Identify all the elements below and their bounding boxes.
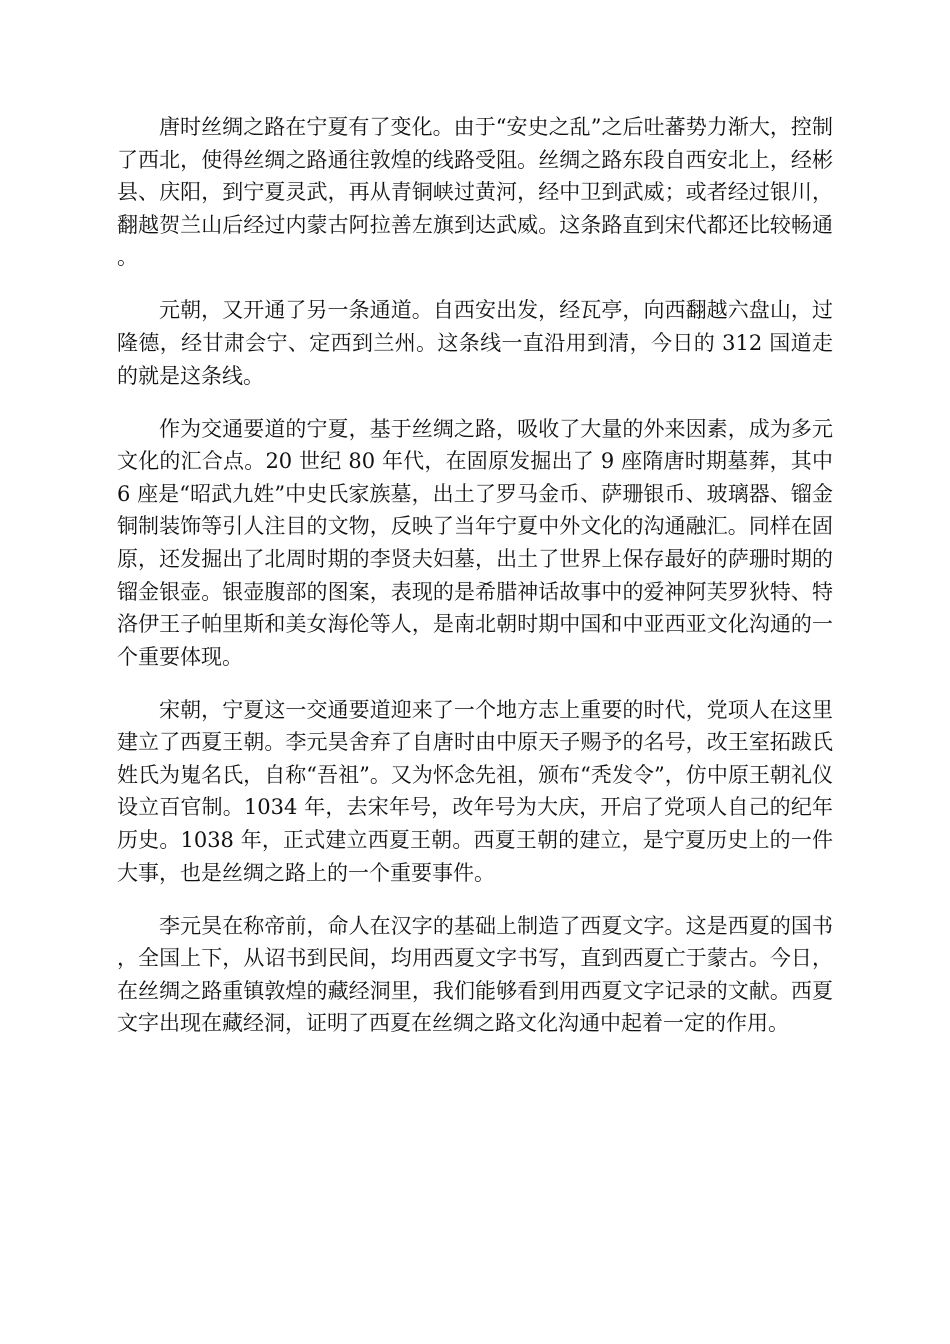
paragraph-song-western-xia: 宋朝，宁夏这一交通要道迎来了一个地方志上重要的时代，党项人在这里建立了西夏王朝。李元昊舍弃了自唐时由中原天子赐予的名号，改王室拓跋氏姓氏为嵬名氏，自称“吾祖”。又为怀念先祖，颁布“秃发令”，仿中原王朝礼仪设立百官制。1034 年，去宋年号，改年号为大庆，开启了党项人自己的纪年历史。1038 年，正式建立西夏王朝。西夏王朝的建立，是宁夏历史上的一件大事，也是丝绸之路上的一个重要事件。: [117, 697, 833, 885]
document-body: [117, 111, 833, 1040]
paragraph-tang-silk-road: 唐时丝绸之路在宁夏有了变化。由于“安史之乱”之后吐蕃势力渐大，控制了西北，使得丝绸之路通往敦煌的线路受阻。丝绸之路东段自西安北上，经彬县、庆阳，到宁夏灵武，再从青铜峡过黄河，经中卫到武威；或者经过银川，翻越贺兰山后经过内蒙古阿拉善左旗到达武威。这条路直到宋代都还比较畅通。: [117, 115, 833, 270]
paragraph-western-xia-script: 李元昊在称帝前，命人在汉字的基础上制造了西夏文字。这是西夏的国书，全国上下，从诏书到民间，均用西夏文字书写，直到西夏亡于蒙古。今日，在丝绸之路重镇敦煌的藏经洞里，我们能够看到用西夏文字记录的文献。西夏文字出现在藏经洞，证明了西夏在丝绸之路文化沟通中起着一定的作用。: [117, 913, 833, 1036]
paragraph-yuan-route: 元朝，又开通了另一条通道。自西安出发，经瓦亭，向西翻越六盘山，过隆德，经甘肃会宁、定西到兰州。这条线一直沿用到清，今日的 312 国道走的就是这条线。: [117, 298, 833, 388]
paragraph-cultural-convergence: 作为交通要道的宁夏，基于丝绸之路，吸收了大量的外来因素，成为多元文化的汇合点。20 世纪 80 年代，在固原发掘出了 9 座隋唐时期墓葬，其中 6 座是“昭武九姓”中史氏家族墓，出土了罗马金币、萨珊银币、玻璃器、镏金铜制装饰等引人注目的文物，反映了当年宁夏中外文化的沟通融汇。同样在固原，还发掘出了北周时期的李贤夫妇墓，出土了世界上保存最好的萨珊时期的镏金银壶。银壶腹部的图案，表现的是希腊神话故事中的爱神阿芙罗狄特、特洛伊王子帕里斯和美女海伦等人，是南北朝时期中国和中亚西亚文化沟通的一个重要体现。: [117, 416, 833, 669]
